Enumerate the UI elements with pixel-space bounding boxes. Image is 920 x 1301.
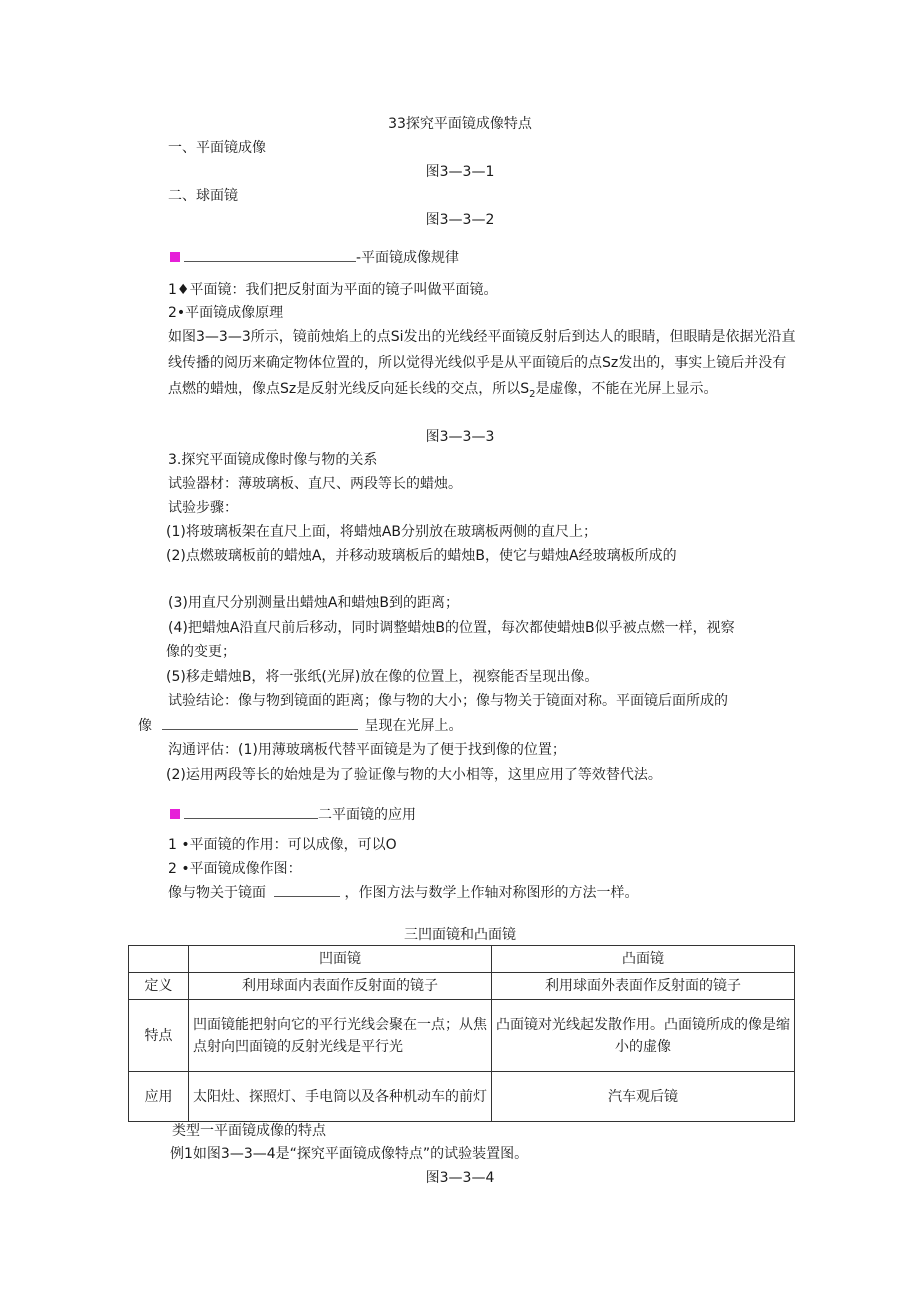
table-row bbox=[129, 973, 795, 1000]
figure-caption-3: 图3—3—3 bbox=[425, 429, 495, 445]
block-heading-1-text: -平面镜成像规律 bbox=[356, 250, 460, 266]
table-cell: 定义 bbox=[129, 973, 189, 1000]
evaluation-1: 沟通评估：(1)用薄玻璃板代替平面镜是为了便于找到像的位置； bbox=[168, 742, 566, 758]
figure-caption-2: 图3—3—2 bbox=[425, 212, 495, 228]
application-1: 1 •平面镜的作用：可以成像，可以O bbox=[168, 837, 397, 853]
principle-text-end: 是虚像，不能在光屏上显示。 bbox=[535, 381, 718, 397]
section-heading-spherical-mirror: 二、球面镜 bbox=[168, 188, 238, 204]
table-title: 三凹面镜和凸面镜 bbox=[404, 927, 516, 943]
application-2: 2 •平面镜成像作图： bbox=[168, 861, 302, 877]
application-3-prefix: 像与物关于镜面 bbox=[168, 885, 266, 901]
mirror-comparison-table bbox=[128, 945, 795, 1122]
table-header-row bbox=[129, 946, 795, 973]
figure-caption-1: 图3—3—1 bbox=[425, 164, 495, 180]
step-4-continued: 像的变更； bbox=[166, 644, 236, 660]
table-row bbox=[129, 1000, 795, 1072]
application-3 bbox=[168, 884, 638, 902]
blank-line bbox=[162, 717, 358, 730]
conclusion-line-2 bbox=[138, 717, 462, 735]
table-cell: 应用 bbox=[129, 1072, 189, 1122]
step-1: (1)将玻璃板架在直尺上面，将蜡烛AB分别放在玻璃板两侧的直尺上； bbox=[166, 524, 598, 540]
step-3: (3)用直尺分别测量出蜡烛A和蜡烛B到的距离； bbox=[168, 595, 460, 611]
conclusion-suffix: 呈现在光屏上。 bbox=[364, 718, 463, 734]
table-header-cell bbox=[129, 946, 189, 973]
block-heading-2 bbox=[170, 806, 416, 824]
section-heading-plane-mirror: 一、平面镜成像 bbox=[168, 140, 266, 156]
blank-line bbox=[184, 806, 318, 819]
principle-paragraph bbox=[168, 324, 798, 408]
table-cell: 太阳灶、探照灯、手电筒以及各种机动车的前灯 bbox=[189, 1072, 492, 1122]
table-cell: 利用球面内表面作反射面的镜子 bbox=[189, 973, 492, 1000]
conclusion-line: 试验结论：像与物到镜面的距离；像与物的大小；像与物关于镜面对称。平面镜后面所成的 bbox=[168, 693, 728, 709]
step-2: (2)点燃玻璃板前的蜡烛A，并移动玻璃板后的蜡烛B，使它与蜡烛A经玻璃板所成的 bbox=[166, 548, 677, 564]
blank-line bbox=[184, 249, 356, 262]
principle-subscript: 2 bbox=[529, 388, 536, 400]
table-cell: 利用球面外表面作反射面的镜子 bbox=[492, 973, 795, 1000]
equipment-line: 试验器材：薄玻璃板、直尺、两段等长的蜡烛。 bbox=[168, 476, 462, 492]
type-heading: 类型一平面镜成像的特点 bbox=[172, 1123, 326, 1139]
item-2: 2•平面镜成像原理 bbox=[168, 305, 284, 321]
pink-square-icon bbox=[170, 252, 180, 262]
table-header-cell: 凹面镜 bbox=[189, 946, 492, 973]
step-5: (5)移走蜡烛B，将一张纸(光屏)放在像的位置上，视察能否呈现出像。 bbox=[166, 669, 599, 685]
table-cell: 凹面镜能把射向它的平行光线会聚在一点；从焦点射向凹面镜的反射光线是平行光 bbox=[189, 1000, 492, 1072]
table-header-cell: 凸面镜 bbox=[492, 946, 795, 973]
application-3-suffix: ，作图方法与数学上作轴对称图形的方法一样。 bbox=[344, 885, 639, 901]
block-heading-2-text: 二平面镜的应用 bbox=[318, 807, 416, 823]
item-3: 3.探究平面镜成像时像与物的关系 bbox=[168, 452, 378, 468]
table-cell: 特点 bbox=[129, 1000, 189, 1072]
blank-line bbox=[274, 884, 340, 897]
block-heading-1 bbox=[170, 249, 459, 267]
table-row bbox=[129, 1072, 795, 1122]
steps-label: 试验步骤： bbox=[168, 500, 238, 516]
principle-text: 如图3—3—3所示，镜前烛焰上的点Si发出的光线经平面镜反射后到达人的眼睛，但眼睛是依据光沿直线传播的阅历来确定物体位置的，所以觉得光线似乎是从平面镜后的点Sz发出的，事实上镜后并没有点燃的蜡烛，像点Sz是反射光线反向延长线的交点，所以S bbox=[168, 329, 796, 397]
table-cell: 凸面镜对光线起发散作用。凸面镜所成的像是缩小的虚像 bbox=[492, 1000, 795, 1072]
table-cell: 汽车观后镜 bbox=[492, 1072, 795, 1122]
evaluation-2: (2)运用两段等长的始烛是为了验证像与物的大小相等，这里应用了等效替代法。 bbox=[166, 767, 662, 783]
pink-square-icon bbox=[170, 809, 180, 819]
step-4: (4)把蜡烛A沿直尺前后移动，同时调整蜡烛B的位置，每次都使蜡烛B似乎被点燃一样，视察 bbox=[168, 620, 735, 636]
item-1: 1♦平面镜：我们把反射面为平面的镜子叫做平面镜。 bbox=[168, 282, 498, 298]
conclusion-prefix: 像 bbox=[138, 718, 152, 734]
page-title: 33探究平面镜成像特点 bbox=[388, 116, 532, 132]
figure-caption-4: 图3—3—4 bbox=[425, 1170, 495, 1186]
example-1: 例1如图3—3—4是“探究平面镜成像特点”的试验装置图。 bbox=[170, 1146, 529, 1162]
